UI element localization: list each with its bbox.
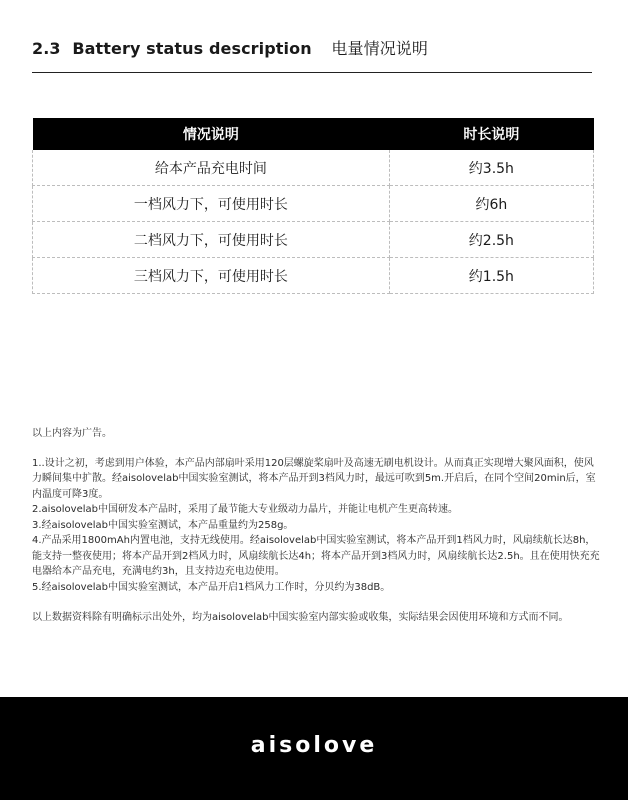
row-duration: 约3.5h [389,150,593,186]
row-description: 三档风力下，可使用时长 [33,258,390,294]
row-description: 二档风力下，可使用时长 [33,222,390,258]
header-duration: 时长说明 [389,118,593,150]
ad-notice: 以上内容为广告。 [32,428,112,439]
section-title-cn: 电量情况说明 [331,39,428,58]
brand-logo: aisolove [250,733,378,758]
heading-divider [32,72,592,73]
disclaimer: 以上数据资料除有明确标示出处外，均为aisolovelab中国实验室内部实验或收集，实际结果会因使用环境和方式而不同。 [32,612,569,623]
footnote-item: 4.产品采用1800mAh内置电池，支持无线使用。经aisolovelab中国实验室测试，将本产品开到1档风力时，风扇续航长达8h，能支持一整夜使用；将本产品开到2档风力时，风扇续航长达4h；将本产品开到3档风力时，风扇续航长达2.5h。且在使用快充充电器给本产品充电，充满电约3h，且支持边充电边使用。 [32,535,600,577]
footnote-item: 3.经aisolovelab中国实验室测试，本产品重量约为258g。 [32,519,294,531]
section-heading [32,36,592,59]
row-duration: 约6h [389,186,593,222]
table-row [33,222,594,258]
table-row [33,258,594,294]
footnotes [32,426,602,626]
battery-status-table [32,118,594,294]
table-header-row [33,118,594,150]
row-description: 给本产品充电时间 [33,150,390,186]
section-title-en: Battery status description [72,39,312,58]
footnote-item: 2.aisolovelab中国研发本产品时，采用了最节能大专业级动力晶片，并能让电机产生更高转速。 [32,504,458,515]
footnote-item: 5.经aisolovelab中国实验室测试，本产品开启1档风力工作时，分贝约为38dB。 [32,581,391,593]
row-duration: 约2.5h [389,222,593,258]
section-number: 2.3 [32,39,61,58]
footnote-item: 1..设计之初，考虑到用户体验，本产品内部扇叶采用120层螺旋桨扇叶及高速无刷电机设计。从而真正实现增大聚风面积，使风力瞬间集中扩散。经aisolovelab中国实验室测试，将本产品开到3档风力时，最远可吹到5m.开启后，在同个空间20min后，室内温度可降3度。 [32,457,596,500]
row-duration: 约1.5h [389,258,593,294]
footer-bar [0,697,628,800]
row-description: 一档风力下，可使用时长 [33,186,390,222]
footnote-list [32,456,602,596]
header-description: 情况说明 [33,118,390,150]
table-row [33,150,594,186]
table-row [33,186,594,222]
